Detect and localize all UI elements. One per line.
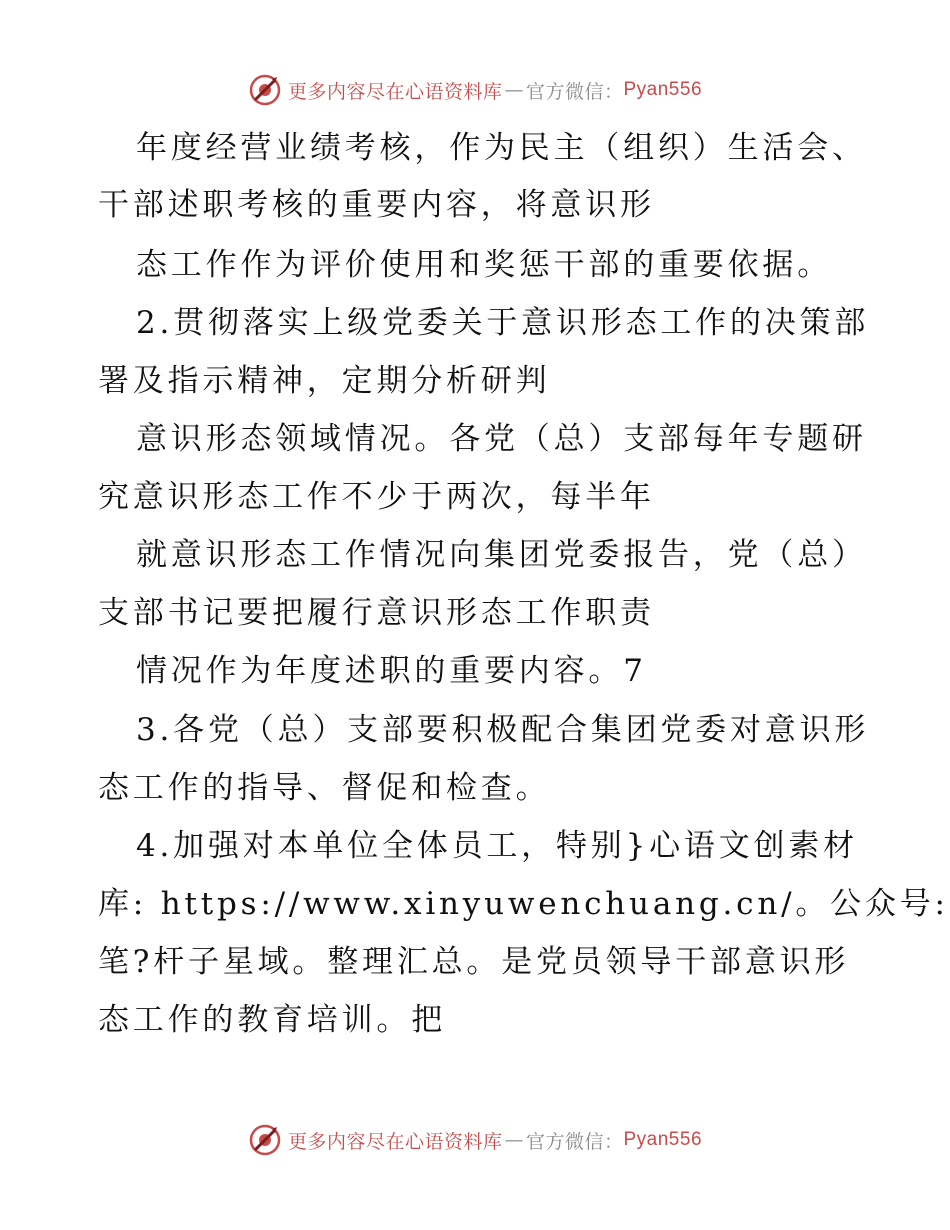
text-line: 支部书记要把履行意识形态工作职责 — [98, 595, 655, 631]
header-banner — [0, 70, 950, 110]
text-line: 3.各党（总）支部要积极配合集团党委对意识形 — [136, 712, 870, 748]
text-line: 干部述职考核的重要内容，将意识形 — [98, 187, 655, 223]
text-line: 年度经营业绩考核，作为民主（组织）生活会、 — [136, 130, 867, 166]
banner-wechat-id: Pyan556 — [623, 79, 703, 100]
text-line: 库: https://www.xinyuwenchuang.cn/。公众号: — [98, 886, 949, 922]
footer-banner — [0, 1120, 950, 1160]
text-line: 究意识形态工作不少于两次，每半年 — [98, 479, 655, 515]
text-line: 态工作的教育培训。把 — [98, 1002, 446, 1038]
text-line: 4.加强对本单位全体员工，特别}心语文创素材 — [136, 828, 858, 864]
text-line: 态工作作为评价使用和奖惩干部的重要依据。 — [136, 247, 832, 283]
banner-main-text: 更多内容尽在心语资料库 — [287, 80, 503, 103]
banner-wechat-id: Pyan556 — [623, 1129, 703, 1150]
banner-main-text: 更多内容尽在心语资料库 — [287, 1130, 503, 1153]
text-line: 署及指示精神，定期分析研判 — [98, 363, 551, 399]
text-line: 2.贯彻落实上级党委关于意识形态工作的决策部 — [136, 305, 870, 341]
banner-dash: — — [504, 79, 524, 101]
text-line: 态工作的指导、督促和检查。 — [98, 770, 551, 806]
text-line: 意识形态领域情况。各党（总）支部每年专题研 — [136, 421, 867, 457]
banner-wechat-label: 官方微信： — [525, 1130, 624, 1153]
brand-logo-icon — [248, 73, 282, 107]
brand-logo-icon — [248, 1123, 282, 1157]
text-line: 笔?杆子星域。整理汇总。是党员领导干部意识形 — [98, 944, 850, 980]
text-line: 就意识形态工作情况向集团党委报告，党（总） — [136, 537, 867, 573]
banner-dash: — — [504, 1129, 524, 1151]
banner-wechat-label: 官方微信： — [525, 80, 624, 103]
text-line: 情况作为年度述职的重要内容。7 — [136, 653, 647, 689]
